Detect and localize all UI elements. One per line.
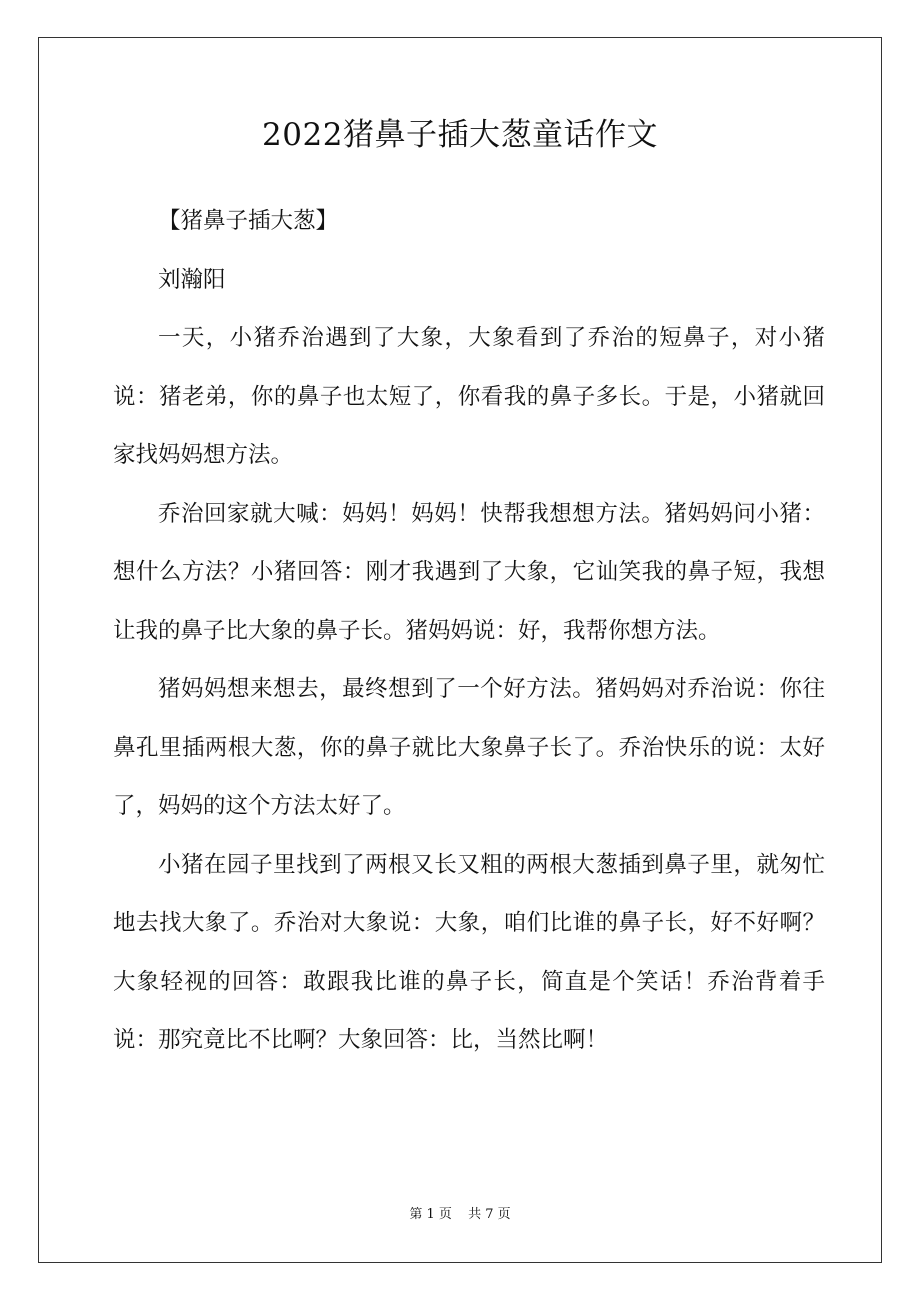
- paragraph: 乔治回家就大喊：妈妈！妈妈！快帮我想想方法。猪妈妈问小猪：想什么方法？小猪回答：刚才我遇到了大象，它讪笑我的鼻子短，我想让我的鼻子比大象的鼻子长。猪妈妈说：好，我帮你想方法。: [113, 500, 825, 644]
- author-line: 刘瀚阳: [158, 266, 226, 293]
- section-heading: 【猪鼻子插大葱】: [158, 208, 339, 234]
- paragraph: 小猪在园子里找到了两根又长又粗的两根大葱插到鼻子里，就匆忙地去找大象了。乔治对大象说：大象，咱们比谁的鼻子长，好不好啊？大象轻视的回答：敢跟我比谁的鼻子长，简直是个笑话！乔治背着手说：那究竟比不比啊？大象回答：比，当然比啊！: [113, 851, 825, 1053]
- paragraph: 一天，小猪乔治遇到了大象，大象看到了乔治的短鼻子，对小猪说：猪老弟，你的鼻子也太短了，你看我的鼻子多长。于是，小猪就回家找妈妈想方法。: [113, 325, 825, 468]
- document-title: 2022猪鼻子插大葱童话作文: [262, 117, 658, 153]
- document-body: [113, 192, 825, 1070]
- page-footer: [0, 1205, 920, 1225]
- paragraph: 猪妈妈想来想去，最终想到了一个好方法。猪妈妈对乔治说：你往鼻孔里插两根大葱，你的鼻子就比大象鼻子长了。乔治快乐的说：太好了，妈妈的这个方法太好了。: [113, 676, 825, 819]
- total-pages: 共 7 页: [468, 1207, 511, 1222]
- current-page-number: 第 1 页: [409, 1207, 452, 1222]
